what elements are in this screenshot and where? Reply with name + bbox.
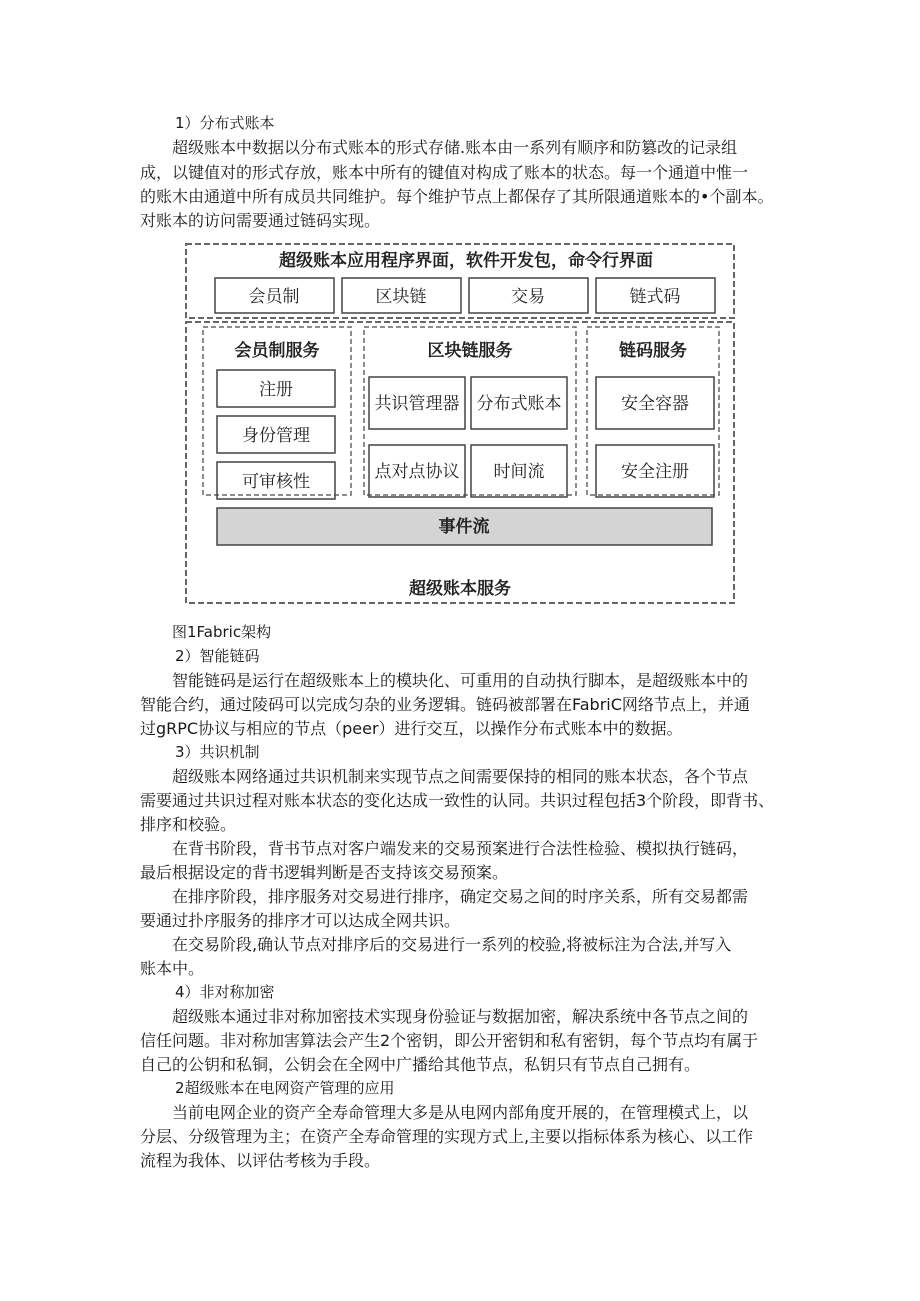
label-event-stream: 事件流: [438, 517, 490, 537]
heading-distributed-ledger: 1）分布式账本: [175, 114, 275, 132]
paragraph-line: 信任问题。非对称加害算法会产生2个密钥，即公开密钥和私有密钥，每个节点均有属于: [140, 1031, 759, 1050]
paragraph-line: 超级账本通过非对称加密技术实现身份验证与数据加密，解决系统中各节点之间的: [172, 1007, 749, 1026]
api-layer-title: 超级账本应用程序界面，软件开发包，命令行界面: [279, 251, 653, 271]
paragraph-line: 当前电网企业的资产全寿命管理大多是从电网内部角度开展的，在管理模式上，以: [172, 1103, 749, 1122]
membership-service-title: 会员制服务: [234, 341, 320, 361]
heading-smart-chaincode: 2）智能链码: [175, 647, 260, 665]
paragraph-line: 成，以键值对的形式存放，账本中所有的键值对构成了账本的状态。每一个通道中惟一: [140, 163, 749, 182]
label-blockchain: 区块链: [375, 287, 427, 307]
paragraph-line: 在排序阶段，排序服务对交易进行排序，确定交易之间的时序关系，所有交易都需: [172, 887, 749, 906]
label-membership: 会员制: [248, 287, 300, 307]
label-consensus-manager: 共识管理器: [374, 394, 460, 414]
figure-caption: 图1Fabric架构: [172, 623, 272, 641]
paragraph-line: 在交易阶段,确认节点对排序后的交易进行一系列的校验,将被标注为合法,并写入: [172, 935, 732, 954]
paragraph-line: 智能链码是运行在超级账本上的模块化、可重用的自动执行脚本，是超级账本中的: [172, 671, 749, 690]
label-secure-registry: 安全注册: [621, 462, 689, 482]
label-distributed-ledger: 分布式账本: [476, 394, 562, 414]
paragraph-line: 流程为我体、以评估考核为手段。: [140, 1151, 381, 1170]
chaincode-service-title: 链码服务: [619, 341, 687, 361]
paragraph-line: 最后根据设定的背书逻辑判断是否支持该交易预案。: [140, 863, 509, 882]
label-transaction: 交易: [511, 287, 545, 307]
label-identity-management: 身份管理: [242, 426, 310, 446]
paragraph-line: 超级账本中数据以分布式账本的形式存储.账本由一系列有顺序和防篡改的记录组: [172, 138, 738, 157]
paragraph-line: 排序和校验。: [140, 815, 237, 834]
paragraph-line: 过gRPC协议与相应的节点（peer）进行交互，以操作分布式账本中的数据。: [140, 719, 683, 738]
label-secure-container: 安全容器: [621, 394, 689, 414]
heading-grid-asset-application: 2超级账本在电网资产管理的应用: [175, 1079, 395, 1097]
api-boxes: [215, 278, 715, 313]
heading-consensus: 3）共识机制: [175, 743, 260, 761]
blockchain-service-title: 区块链服务: [427, 341, 513, 361]
paragraph-line: 分层、分级管理为主；在资产全寿命管理的实现方式上,主要以指标体系为核心、以工作: [140, 1127, 754, 1146]
paragraph-line: 在背书阶段，背书节点对客户端发来的交易预案进行合法性检验、模拟执行链码，: [172, 839, 749, 858]
service-layer-title: 超级账本服务: [409, 579, 511, 599]
label-p2p-protocol: 点对点协议: [374, 462, 460, 482]
label-auditability: 可审核性: [242, 472, 310, 492]
paragraph-line: 自己的公钥和私铜，公钥会在全网中广播给其他节点，私钥只有节点自己拥有。: [140, 1055, 701, 1074]
label-chaincode: 链式码: [629, 287, 681, 307]
label-register: 注册: [259, 380, 293, 400]
paragraph-line: 超级账本网络通过共识机制来实现节点之间需要保持的相同的账本状态，各个节点: [172, 767, 749, 786]
paragraph-line: 需要通过共识过程对账本状态的变化达成一致性的认同。共识过程包括3个阶段，即背书、: [140, 791, 775, 810]
paragraph-line: 的账木由通道中所有成员共同维护。每个维护节点上都保存了其所限通道账本的•个副本。: [140, 187, 774, 206]
paragraph-line: 要通过扑序服务的排序才可以达成全网共识。: [140, 911, 461, 930]
label-time-stream: 时间流: [493, 462, 545, 482]
paragraph-line: 对账本的访问需要通过链码实现。: [140, 211, 381, 230]
paragraph-line: 智能合约，通过陵码可以完成匀杂的业务逻辑。链码被部署在FabriC网络节点上，并通: [140, 695, 750, 714]
heading-asymmetric-encryption: 4）非对称加密: [175, 983, 275, 1001]
paragraph-line: 账本中。: [140, 959, 205, 978]
